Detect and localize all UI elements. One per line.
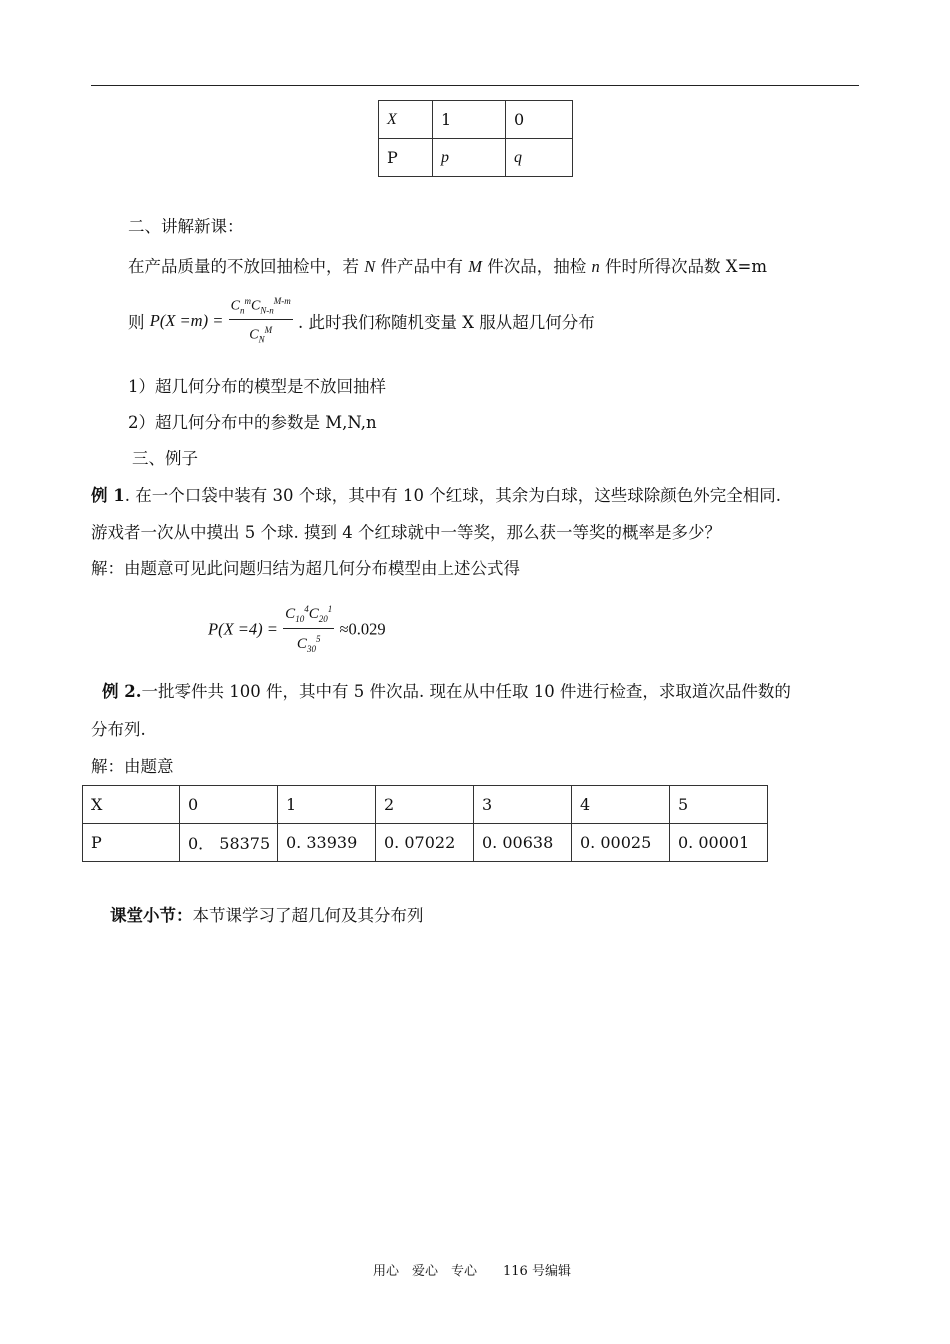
table-cell: 1 (433, 101, 506, 139)
table-cell: 0. 00638 (474, 824, 572, 862)
table-cell: p (433, 139, 506, 177)
intro-suffix: 件时所得次品数 X=m (605, 257, 767, 276)
formula-lhs: P(X =m) = (149, 310, 224, 330)
intro-mid1: 件产品中有 (380, 257, 464, 276)
table-cell: P (379, 139, 433, 177)
table-cell: 0. 33939 (278, 824, 376, 862)
table-cell: 0. 00001 (670, 824, 768, 862)
table-row (83, 786, 768, 824)
example-1-text-2: 游戏者一次从中摸出 5 个球. 摸到 4 个红球就中一等奖，那么获一等奖的概率是多少？ (91, 523, 721, 542)
class-summary (110, 902, 424, 926)
hypergeometric-formula-line (128, 292, 595, 350)
var-n: n (591, 257, 600, 276)
formula-prefix: 则 (128, 312, 145, 332)
table-cell: 2 (376, 786, 474, 824)
formula-fraction: $\frac{C_{10}^4C_{20}^1}{C_{30}^5}$ (283, 600, 334, 659)
table-cell: 5 (670, 786, 768, 824)
summary-text: 本节课学习了超几何及其分布列 (192, 906, 424, 925)
formula-suffix: . 此时我们称随机变量 X 服从超几何分布 (298, 312, 595, 332)
table-cell: 0 (506, 101, 573, 139)
table-row (83, 824, 768, 862)
section-heading: 二、讲解新课： (128, 217, 244, 236)
section-heading: 三、例子 (132, 449, 198, 468)
formula-lhs: P(X =4) = (208, 619, 278, 639)
point-1: 1）超几何分布的模型是不放回抽样 (128, 377, 386, 396)
formula-fraction: $\frac{C_n^mC_{N-n}^{M-m}}{C_N^M}$ (229, 292, 293, 350)
formula-rhs: ≈0.029 (339, 619, 386, 639)
table-cell: 0. 07022 (376, 824, 474, 862)
header-rule (91, 85, 859, 86)
example-1-solution: 解：由题意可见此问题归结为超几何分布模型由上述公式得 (91, 559, 520, 578)
table-cell: 0. 00025 (572, 824, 670, 862)
table-row (379, 101, 573, 139)
distribution-table-1 (378, 100, 573, 177)
example-2-text (102, 678, 791, 702)
var-N: N (364, 257, 376, 276)
table-cell: 0． 58375 (180, 824, 278, 862)
example-2-text-2: 分布列. (91, 720, 146, 739)
table-cell: X (379, 101, 433, 139)
example-1-text (91, 482, 781, 506)
intro-mid2: 件次品，抽检 (487, 257, 587, 276)
page-footer: 用心 爱心 专心 116 号编辑 (373, 1264, 571, 1279)
example-text: 一批零件共 100 件，其中有 5 件次品. 现在从中任取 10 件进行检查，求取道次品件数的 (141, 682, 791, 701)
example-label: 例 2. (102, 682, 142, 701)
table-cell: 1 (278, 786, 376, 824)
intro-paragraph (128, 253, 767, 277)
summary-label: 课堂小节： (110, 906, 193, 925)
example-2-solution: 解：由题意 (91, 757, 174, 776)
example-label: 例 1 (91, 486, 125, 505)
table-cell: 4 (572, 786, 670, 824)
table-cell: P (83, 824, 180, 862)
example-1-formula (208, 600, 386, 659)
table-cell: 0 (180, 786, 278, 824)
intro-prefix: 在产品质量的不放回抽检中，若 (128, 257, 359, 276)
table-cell: X (83, 786, 180, 824)
point-2: 2）超几何分布中的参数是 M,N,n (128, 413, 377, 432)
table-cell: 3 (474, 786, 572, 824)
var-M: M (468, 257, 483, 276)
distribution-table-2 (82, 785, 768, 862)
table-cell: q (506, 139, 573, 177)
table-row (379, 139, 573, 177)
example-text: . 在一个口袋中装有 30 个球，其中有 10 个红球，其余为白球，这些球除颜色外完全相同. (124, 486, 781, 505)
